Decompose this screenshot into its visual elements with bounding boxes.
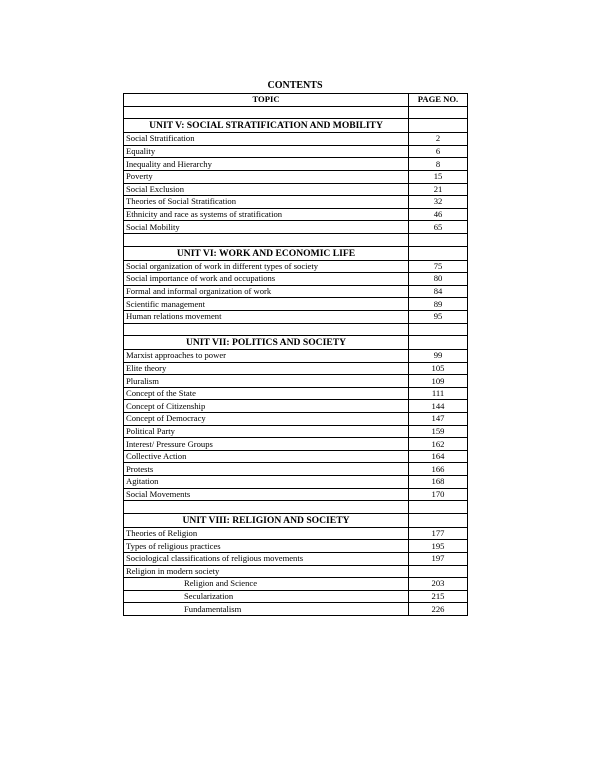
topic-cell: Concept of Citizenship [124, 400, 409, 413]
table-row [124, 375, 468, 388]
unit-heading: UNIT V: SOCIAL STRATIFICATION AND MOBILITY [124, 119, 409, 133]
page-number-cell: 6 [409, 145, 468, 158]
unit-heading-row [124, 246, 468, 260]
page-number-cell: 109 [409, 375, 468, 388]
table-row [124, 590, 468, 603]
topic-cell: Interest/ Pressure Groups [124, 438, 409, 451]
table-row [124, 463, 468, 476]
spacer-cell [124, 233, 409, 246]
page-number-cell: 159 [409, 425, 468, 438]
spacer-row [124, 501, 468, 514]
page-number-cell: 111 [409, 387, 468, 400]
table-row [124, 425, 468, 438]
topic-cell: Sociological classifications of religious movements [124, 553, 409, 566]
spacer-cell [409, 233, 468, 246]
table-row [124, 413, 468, 426]
table-row [124, 285, 468, 298]
table-row [124, 476, 468, 489]
page-number-cell: 105 [409, 362, 468, 375]
topic-cell: Pluralism [124, 375, 409, 388]
unit-heading-row [124, 513, 468, 527]
page-number-cell: 99 [409, 350, 468, 363]
topic-cell: Inequality and Hierarchy [124, 158, 409, 171]
page-number-cell: 46 [409, 208, 468, 221]
table-row [124, 565, 468, 578]
table-row [124, 273, 468, 286]
unit-heading-page-cell [409, 336, 468, 350]
topic-cell: Elite theory [124, 362, 409, 375]
table-row [124, 350, 468, 363]
topic-cell: Theories of Religion [124, 527, 409, 540]
page-number-cell: 80 [409, 273, 468, 286]
table-row [124, 221, 468, 234]
page-number-cell: 177 [409, 527, 468, 540]
page-number-cell: 75 [409, 260, 468, 273]
spacer-cell [124, 106, 409, 119]
spacer-cell [124, 323, 409, 336]
table-row [124, 362, 468, 375]
unit-heading-page-cell [409, 246, 468, 260]
spacer-cell [409, 106, 468, 119]
page-number-cell: 65 [409, 221, 468, 234]
unit-heading-page-cell [409, 513, 468, 527]
page-title: CONTENTS [267, 80, 323, 91]
page-number-cell: 170 [409, 488, 468, 501]
table-row [124, 145, 468, 158]
topic-cell: Social Exclusion [124, 183, 409, 196]
contents-body [124, 106, 468, 615]
page-number-cell: 168 [409, 476, 468, 489]
table-row [124, 310, 468, 323]
topic-cell: Religion in modern society [124, 565, 409, 578]
table-row [124, 170, 468, 183]
page-number-cell: 21 [409, 183, 468, 196]
page-number-cell: 15 [409, 170, 468, 183]
table-row [124, 133, 468, 146]
unit-heading-row [124, 119, 468, 133]
spacer-row [124, 323, 468, 336]
topic-cell: Marxist approaches to power [124, 350, 409, 363]
page-number-cell: 84 [409, 285, 468, 298]
table-row [124, 553, 468, 566]
spacer-cell [409, 501, 468, 514]
table-row [124, 158, 468, 171]
table-row [124, 387, 468, 400]
topic-cell: Theories of Social Stratification [124, 196, 409, 209]
table-row [124, 578, 468, 591]
topic-cell: Agitation [124, 476, 409, 489]
topic-cell: Social importance of work and occupations [124, 273, 409, 286]
topic-cell: Protests [124, 463, 409, 476]
topic-cell: Social organization of work in different types of society [124, 260, 409, 273]
table-row [124, 196, 468, 209]
topic-cell: Secularization [124, 590, 409, 603]
topic-cell: Fundamentalism [124, 603, 409, 616]
table-row [124, 260, 468, 273]
table-row [124, 488, 468, 501]
table-row [124, 438, 468, 451]
topic-cell: Equality [124, 145, 409, 158]
page-number-cell: 95 [409, 310, 468, 323]
table-row [124, 208, 468, 221]
unit-heading: UNIT VII: POLITICS AND SOCIETY [124, 336, 409, 350]
page-number-cell: 166 [409, 463, 468, 476]
table-row [124, 298, 468, 311]
page-number-cell: 164 [409, 450, 468, 463]
page-number-cell: 32 [409, 196, 468, 209]
table-row [124, 183, 468, 196]
topic-cell: Types of religious practices [124, 540, 409, 553]
unit-heading: UNIT VI: WORK AND ECONOMIC LIFE [124, 246, 409, 260]
topic-cell: Collective Action [124, 450, 409, 463]
spacer-row [124, 233, 468, 246]
unit-heading: UNIT VIII: RELIGION AND SOCIETY [124, 513, 409, 527]
page-number-cell: 197 [409, 553, 468, 566]
page-number-cell: 215 [409, 590, 468, 603]
topic-cell: Social Mobility [124, 221, 409, 234]
topic-cell: Political Party [124, 425, 409, 438]
unit-heading-row [124, 336, 468, 350]
page-number-cell: 8 [409, 158, 468, 171]
spacer-cell [409, 323, 468, 336]
page-number-cell: 162 [409, 438, 468, 451]
table-row [124, 603, 468, 616]
topic-cell: Social Movements [124, 488, 409, 501]
page-header: PAGE NO. [409, 94, 468, 107]
topic-cell: Ethnicity and race as systems of stratification [124, 208, 409, 221]
topic-cell: Concept of Democracy [124, 413, 409, 426]
page-number-cell: 195 [409, 540, 468, 553]
topic-cell: Human relations movement [124, 310, 409, 323]
header-row [124, 94, 468, 107]
topic-cell: Social Stratification [124, 133, 409, 146]
page-number-cell: 226 [409, 603, 468, 616]
contents-table [123, 93, 468, 616]
table-row [124, 540, 468, 553]
page-number-cell: 203 [409, 578, 468, 591]
unit-heading-page-cell [409, 119, 468, 133]
topic-cell: Concept of the State [124, 387, 409, 400]
page-number-cell: 89 [409, 298, 468, 311]
spacer-row [124, 106, 468, 119]
topic-cell: Poverty [124, 170, 409, 183]
topic-cell: Religion and Science [124, 578, 409, 591]
page-number-cell: 144 [409, 400, 468, 413]
page-number-cell [409, 565, 468, 578]
spacer-cell [124, 501, 409, 514]
table-row [124, 450, 468, 463]
topic-header: TOPIC [124, 94, 409, 107]
table-row [124, 527, 468, 540]
table-row [124, 400, 468, 413]
page-number-cell: 2 [409, 133, 468, 146]
page-number-cell: 147 [409, 413, 468, 426]
topic-cell: Scientific management [124, 298, 409, 311]
topic-cell: Formal and informal organization of work [124, 285, 409, 298]
